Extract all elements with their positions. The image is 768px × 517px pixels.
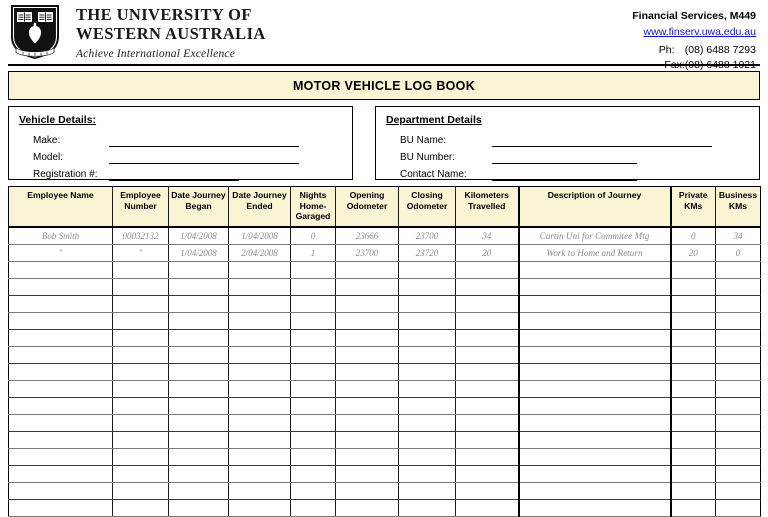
cell-employee-name[interactable] [9,500,113,517]
university-line-1: THE UNIVERSITY OF [76,5,252,24]
cell-date-began[interactable] [169,364,229,381]
cell-employee-number[interactable] [113,432,169,449]
cell-nights-home-garaged[interactable] [291,466,336,483]
cell-business-kms[interactable] [716,432,761,449]
cell-private-kms[interactable] [671,449,716,466]
vehicle-log-table [8,186,761,517]
cell-opening-odometer[interactable] [336,466,399,483]
cell-opening-odometer[interactable]: 23666 [336,227,399,245]
col-employee-number: Employee Number [113,187,169,228]
cell-closing-odometer[interactable] [399,466,456,483]
bu-number-label: BU Number: [400,152,456,163]
table-row[interactable] [9,245,761,262]
cell-opening-odometer[interactable] [336,313,399,330]
uwa-crest-icon [8,3,62,61]
cell-kilometers-travelled[interactable] [456,347,519,364]
table-row[interactable] [9,347,761,364]
cell-description[interactable] [519,279,671,296]
cell-date-began[interactable]: 1/04/2008 [169,227,229,245]
vehicle-make-field[interactable] [19,130,342,147]
fax-label: Fax: [664,58,685,71]
cell-nights-home-garaged[interactable] [291,483,336,500]
cell-business-kms[interactable] [716,313,761,330]
cell-description[interactable] [519,449,671,466]
cell-closing-odometer[interactable] [399,415,456,432]
cell-opening-odometer[interactable] [336,262,399,279]
cell-closing-odometer[interactable] [399,279,456,296]
cell-private-kms[interactable] [671,313,716,330]
cell-date-ended[interactable]: 1/04/2008 [229,227,291,245]
page-title: MOTOR VEHICLE LOG BOOK [8,71,760,100]
cell-description[interactable] [519,398,671,415]
cell-nights-home-garaged[interactable] [291,449,336,466]
cell-private-kms[interactable] [671,483,716,500]
cell-kilometers-travelled[interactable] [456,296,519,313]
cell-opening-odometer[interactable]: 23700 [336,245,399,262]
cell-opening-odometer[interactable] [336,279,399,296]
cell-nights-home-garaged[interactable]: 1 [291,245,336,262]
table-row[interactable] [9,500,761,517]
cell-kilometers-travelled[interactable]: 20 [456,245,519,262]
contact-block [632,0,760,73]
cell-closing-odometer[interactable]: 23720 [399,245,456,262]
cell-employee-name[interactable] [9,466,113,483]
cell-kilometers-travelled[interactable] [456,381,519,398]
cell-kilometers-travelled[interactable] [456,330,519,347]
table-row[interactable] [9,364,761,381]
cell-closing-odometer[interactable] [399,313,456,330]
table-row[interactable] [9,381,761,398]
phone-value: (08) 6488 7293 [684,43,756,56]
cell-employee-number[interactable] [113,347,169,364]
cell-nights-home-garaged[interactable] [291,313,336,330]
table-row[interactable] [9,330,761,347]
cell-employee-number[interactable] [113,415,169,432]
cell-kilometers-travelled[interactable] [456,432,519,449]
cell-employee-number[interactable] [113,279,169,296]
cell-employee-number[interactable] [113,296,169,313]
cell-date-began[interactable] [169,279,229,296]
cell-employee-name[interactable] [9,330,113,347]
table-row[interactable] [9,227,761,245]
col-nights-home-garaged: Nights Home-Garaged [291,187,336,228]
cell-description[interactable] [519,313,671,330]
cell-business-kms[interactable] [716,364,761,381]
cell-nights-home-garaged[interactable] [291,381,336,398]
cell-employee-number[interactable] [113,449,169,466]
cell-description[interactable] [519,381,671,398]
cell-employee-name[interactable] [9,279,113,296]
cell-closing-odometer[interactable] [399,364,456,381]
cell-business-kms[interactable] [716,398,761,415]
vehicle-details-box [8,106,353,180]
cell-business-kms[interactable]: 0 [716,245,761,262]
cell-private-kms[interactable] [671,262,716,279]
table-row[interactable] [9,432,761,449]
cell-private-kms[interactable]: 20 [671,245,716,262]
university-tagline: Achieve International Excellence [76,47,236,60]
cell-date-ended[interactable] [229,313,291,330]
cell-date-began[interactable] [169,415,229,432]
table-row[interactable] [9,296,761,313]
cell-employee-name[interactable] [9,432,113,449]
cell-employee-name[interactable] [9,483,113,500]
cell-description[interactable] [519,432,671,449]
cell-closing-odometer[interactable] [399,483,456,500]
cell-nights-home-garaged[interactable] [291,347,336,364]
cell-kilometers-travelled[interactable] [456,279,519,296]
cell-kilometers-travelled[interactable] [456,483,519,500]
col-description-of-journey: Description of Journey [519,187,671,228]
details-row [8,106,760,180]
table-row[interactable] [9,466,761,483]
cell-closing-odometer[interactable] [399,500,456,517]
cell-opening-odometer[interactable] [336,381,399,398]
cell-business-kms[interactable] [716,500,761,517]
cell-nights-home-garaged[interactable] [291,296,336,313]
cell-date-ended[interactable] [229,432,291,449]
cell-kilometers-travelled[interactable] [456,262,519,279]
page-header [8,0,760,71]
cell-business-kms[interactable]: 34 [716,227,761,245]
cell-business-kms[interactable] [716,330,761,347]
cell-employee-number[interactable] [113,466,169,483]
cell-date-began[interactable] [169,313,229,330]
cell-description[interactable] [519,296,671,313]
cell-private-kms[interactable] [671,364,716,381]
university-name [76,5,266,60]
vehicle-make-label: Make: [33,135,61,146]
cell-employee-number[interactable]: 00032132 [113,227,169,245]
cell-business-kms[interactable] [716,296,761,313]
cell-opening-odometer[interactable] [336,347,399,364]
cell-employee-number[interactable] [113,500,169,517]
cell-employee-name[interactable] [9,262,113,279]
cell-closing-odometer[interactable] [399,432,456,449]
cell-kilometers-travelled[interactable] [456,500,519,517]
cell-business-kms[interactable] [716,415,761,432]
fax-line [632,58,756,73]
cell-private-kms[interactable]: 0 [671,227,716,245]
cell-private-kms[interactable] [671,415,716,432]
cell-nights-home-garaged[interactable] [291,415,336,432]
cell-employee-number[interactable]: " [113,245,169,262]
cell-employee-number[interactable] [113,483,169,500]
table-row[interactable] [9,415,761,432]
cell-date-ended[interactable] [229,398,291,415]
cell-private-kms[interactable] [671,398,716,415]
cell-closing-odometer[interactable] [399,449,456,466]
vehicle-model-field[interactable] [19,147,342,164]
cell-private-kms[interactable] [671,432,716,449]
cell-date-ended[interactable] [229,381,291,398]
finserv-website-link[interactable]: www.finserv.uwa.edu.au [643,25,756,38]
cell-date-ended[interactable] [229,500,291,517]
cell-opening-odometer[interactable] [336,364,399,381]
cell-closing-odometer[interactable] [399,347,456,364]
contact-name-input[interactable] [492,169,637,181]
cell-nights-home-garaged[interactable] [291,330,336,347]
col-employee-name: Employee Name [9,187,113,228]
table-row[interactable] [9,483,761,500]
cell-closing-odometer[interactable]: 23700 [399,227,456,245]
vehicle-model-label: Model: [33,152,64,163]
vehicle-model-input[interactable] [109,152,299,164]
financial-services-label: Financial Services, M449 [632,10,756,22]
cell-nights-home-garaged[interactable] [291,279,336,296]
bu-name-input[interactable] [492,135,712,147]
cell-date-began[interactable] [169,330,229,347]
department-details-heading: Department Details [386,114,482,126]
cell-employee-name[interactable] [9,313,113,330]
cell-kilometers-travelled[interactable]: 34 [456,227,519,245]
cell-private-kms[interactable] [671,279,716,296]
cell-date-began[interactable] [169,432,229,449]
cell-description[interactable] [519,364,671,381]
cell-kilometers-travelled[interactable] [456,313,519,330]
cell-closing-odometer[interactable] [399,330,456,347]
cell-date-began[interactable] [169,483,229,500]
table-row[interactable] [9,262,761,279]
cell-date-began[interactable] [169,262,229,279]
cell-date-ended[interactable] [229,262,291,279]
cell-date-ended[interactable] [229,466,291,483]
cell-description[interactable]: Work to Home and Return [519,245,671,262]
cell-closing-odometer[interactable] [399,262,456,279]
cell-opening-odometer[interactable] [336,330,399,347]
cell-date-ended[interactable] [229,296,291,313]
vehicle-details-heading: Vehicle Details: [19,114,97,126]
cell-employee-name[interactable]: " [9,245,113,262]
cell-opening-odometer[interactable] [336,415,399,432]
cell-employee-name[interactable] [9,398,113,415]
cell-date-ended[interactable] [229,347,291,364]
cell-opening-odometer[interactable] [336,483,399,500]
col-closing-odometer: Closing Odometer [399,187,456,228]
table-body [9,227,761,517]
vehicle-registration-input[interactable] [109,169,239,181]
cell-opening-odometer[interactable] [336,398,399,415]
cell-employee-number[interactable] [113,313,169,330]
department-details-box [375,106,760,180]
cell-private-kms[interactable] [671,381,716,398]
cell-opening-odometer[interactable] [336,449,399,466]
bu-name-field[interactable] [386,130,749,147]
cell-employee-number[interactable] [113,364,169,381]
cell-nights-home-garaged[interactable] [291,364,336,381]
cell-private-kms[interactable] [671,347,716,364]
cell-private-kms[interactable] [671,466,716,483]
cell-employee-name[interactable] [9,364,113,381]
cell-date-began[interactable] [169,466,229,483]
cell-opening-odometer[interactable] [336,296,399,313]
cell-date-ended[interactable] [229,449,291,466]
contact-name-label: Contact Name: [400,169,467,180]
table-row[interactable] [9,279,761,296]
cell-date-began[interactable]: 1/04/2008 [169,245,229,262]
cell-business-kms[interactable] [716,483,761,500]
cell-nights-home-garaged[interactable] [291,398,336,415]
cell-employee-number[interactable] [113,398,169,415]
table-row[interactable] [9,313,761,330]
cell-kilometers-travelled[interactable] [456,449,519,466]
cell-closing-odometer[interactable] [399,398,456,415]
cell-date-began[interactable] [169,449,229,466]
cell-private-kms[interactable] [671,296,716,313]
cell-date-ended[interactable] [229,279,291,296]
cell-date-began[interactable] [169,381,229,398]
cell-employee-number[interactable] [113,330,169,347]
bu-number-field[interactable] [386,147,749,164]
vehicle-registration-field[interactable] [19,164,342,181]
cell-description[interactable] [519,483,671,500]
cell-opening-odometer[interactable] [336,432,399,449]
cell-date-ended[interactable]: 2/04/2008 [229,245,291,262]
cell-employee-name[interactable] [9,347,113,364]
cell-opening-odometer[interactable] [336,500,399,517]
cell-kilometers-travelled[interactable] [456,364,519,381]
cell-nights-home-garaged[interactable] [291,262,336,279]
table-row[interactable] [9,398,761,415]
vehicle-make-input[interactable] [109,135,299,147]
cell-private-kms[interactable] [671,500,716,517]
cell-business-kms[interactable] [716,381,761,398]
cell-employee-name[interactable] [9,296,113,313]
cell-closing-odometer[interactable] [399,381,456,398]
cell-employee-name[interactable] [9,449,113,466]
bu-number-input[interactable] [492,152,637,164]
cell-description[interactable] [519,262,671,279]
cell-nights-home-garaged[interactable]: 0 [291,227,336,245]
cell-date-ended[interactable] [229,364,291,381]
vehicle-registration-label: Registration #: [33,169,98,180]
cell-business-kms[interactable] [716,466,761,483]
fax-value: (08) 6488 1021 [684,58,756,71]
cell-employee-name[interactable]: Bob Smith [9,227,113,245]
cell-nights-home-garaged[interactable] [291,500,336,517]
cell-employee-number[interactable] [113,381,169,398]
cell-business-kms[interactable] [716,347,761,364]
cell-date-began[interactable] [169,296,229,313]
cell-employee-number[interactable] [113,262,169,279]
cell-closing-odometer[interactable] [399,296,456,313]
bu-name-label: BU Name: [400,135,447,146]
col-kilometers-travelled: Kilometers Travelled [456,187,519,228]
table-header-row [9,187,761,228]
phone-label: Ph: [658,43,675,56]
cell-private-kms[interactable] [671,330,716,347]
cell-description[interactable] [519,415,671,432]
cell-date-began[interactable] [169,398,229,415]
table-row[interactable] [9,449,761,466]
col-date-ended: Date Journey Ended [229,187,291,228]
cell-date-ended[interactable] [229,330,291,347]
university-line-2: WESTERN AUSTRALIA [76,24,266,44]
cell-employee-name[interactable] [9,381,113,398]
contact-name-field[interactable] [386,164,749,181]
cell-description[interactable] [519,330,671,347]
col-opening-odometer: Opening Odometer [336,187,399,228]
cell-business-kms[interactable] [716,262,761,279]
cell-date-ended[interactable] [229,483,291,500]
cell-date-ended[interactable] [229,415,291,432]
cell-kilometers-travelled[interactable] [456,398,519,415]
cell-description[interactable] [519,466,671,483]
cell-description[interactable] [519,347,671,364]
cell-description[interactable] [519,500,671,517]
col-business-kms: Business KMs [716,187,761,228]
cell-date-began[interactable] [169,500,229,517]
cell-employee-name[interactable] [9,415,113,432]
phone-line [632,43,756,58]
cell-business-kms[interactable] [716,279,761,296]
cell-nights-home-garaged[interactable] [291,432,336,449]
col-date-began: Date Journey Began [169,187,229,228]
cell-kilometers-travelled[interactable] [456,466,519,483]
cell-date-began[interactable] [169,347,229,364]
cell-business-kms[interactable] [716,449,761,466]
col-private-kms: Private KMs [671,187,716,228]
cell-description[interactable]: Curtin Uni for Commitee Mtg [519,227,671,245]
cell-kilometers-travelled[interactable] [456,415,519,432]
